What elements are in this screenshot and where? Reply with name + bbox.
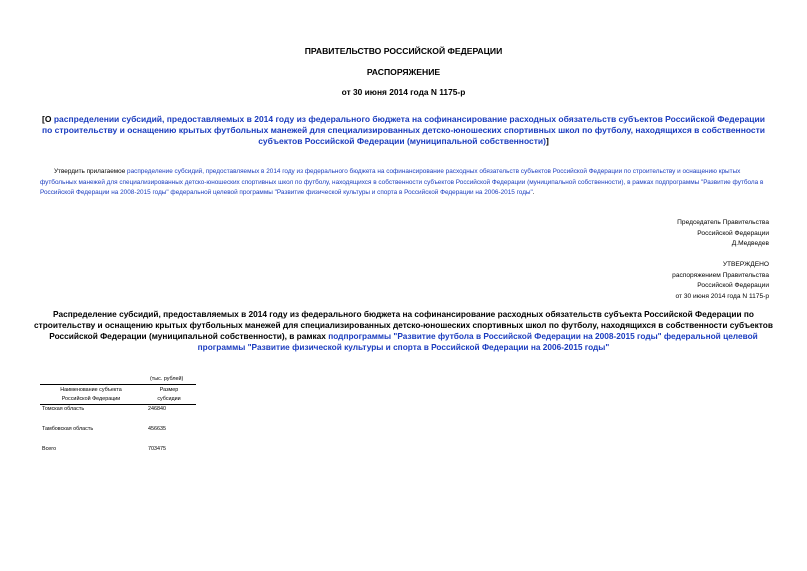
approved-block	[672, 260, 769, 302]
table-header-region-line-2: Российской Федерации	[61, 395, 121, 402]
intro-before: Утвердить прилагаемое	[54, 168, 128, 175]
approved-line-3: Российской Федерации	[697, 282, 769, 289]
table-header-region	[40, 386, 142, 403]
distribution-heading-link[interactable]: подпрограммы "Развитие футбола в Российской Федерации на 2008-2015 годы" федеральной целевой программы "Развитие физической культуры и спорта в Российской Федерации на 2006-2015 годы"	[197, 331, 758, 352]
table-cell-amount: 703475	[148, 446, 166, 452]
table-unit: (тыс. рублей)	[150, 376, 184, 382]
document-title	[40, 114, 767, 147]
table-cell-amount: 246840	[148, 406, 166, 412]
document-date-number: от 30 июня 2014 года N 1175-р	[341, 87, 466, 97]
approved-line-2: распоряжением Правительства	[672, 271, 769, 279]
table-header-amount-line-1: Размер	[159, 387, 179, 393]
table-header-amount-line-2: субсидии	[157, 395, 181, 402]
table-cell-amount: 456635	[148, 426, 166, 432]
table-cell-region: Тамбовская область	[42, 426, 94, 432]
table-top-rule	[40, 384, 196, 385]
table-row	[40, 406, 196, 415]
title-bracket-open: [	[42, 114, 45, 124]
table-header-amount	[142, 386, 196, 403]
table-row	[40, 446, 196, 455]
title-bracket-close: ]	[545, 136, 549, 146]
approved-line-1: УТВЕРЖДЕНО	[722, 261, 769, 268]
document-type: РАСПОРЯЖЕНИЕ	[366, 67, 441, 77]
signature-line-1: Председатель Правительства	[677, 219, 769, 226]
table-row	[40, 426, 196, 435]
table-header-rule	[40, 404, 196, 405]
signature-line-3: Д.Медведев	[731, 240, 769, 247]
intro-link[interactable]: распределение субсидий, предоставляемых в 2014 году из федерального бюджета на софинансирование расходных обязательств субъектов Российской Федерации по строительству и оснащению крытых футбольных манежей для специализированных детско-юношеских спортивных школ по футболу, находящихся в собственности субъектов Российской Федерации (муниципальной собственности), в рамках подпрограммы "Развитие футбола в Российской Федерации на 2008-2015 годы" федеральной целевой программы "Развитие физической культуры и спорта в Российской Федерации на 2006-2015 годы"	[40, 168, 764, 196]
signature-line-2: Российской Федерации	[697, 229, 769, 237]
table-cell-region: Томская область	[42, 406, 85, 412]
table-cell-region: Всего	[42, 446, 57, 452]
title-o: О	[44, 114, 54, 124]
government-title: ПРАВИТЕЛЬСТВО РОССИЙСКОЙ ФЕДЕРАЦИИ	[304, 46, 503, 56]
distribution-heading	[30, 309, 777, 353]
distribution-heading-text: Распределение субсидий, предоставляемых в 2014 году из федерального бюджета на софинансирование расходных обязательств субъекта Российской Федерации по строительству и оснащению крытых футбольных манежей для специализированных детско-юношеских спортивных школ по футболу, находящихся в собственности субъектов Российской Федерации (муниципальной собственности), в рамках	[34, 309, 773, 341]
approved-line-4: от 30 июня 2014 года N 1175-р	[675, 292, 769, 300]
table-header-region-line-1: Наименование субъекта	[60, 387, 122, 393]
intro-after: .	[532, 189, 535, 196]
intro-paragraph	[40, 167, 770, 199]
signature-block	[677, 218, 769, 250]
title-link[interactable]: распределении субсидий, предоставляемых в 2014 году из федерального бюджета на софинансирование расходных обязательств субъектов Российской Федерации по строительству и оснащению крытых футбольных манежей для специализированных детско-юношеских спортивных школ по футболу, находящихся в собственности субъектов Российской Федерации (муниципальной собственности)	[41, 114, 766, 146]
